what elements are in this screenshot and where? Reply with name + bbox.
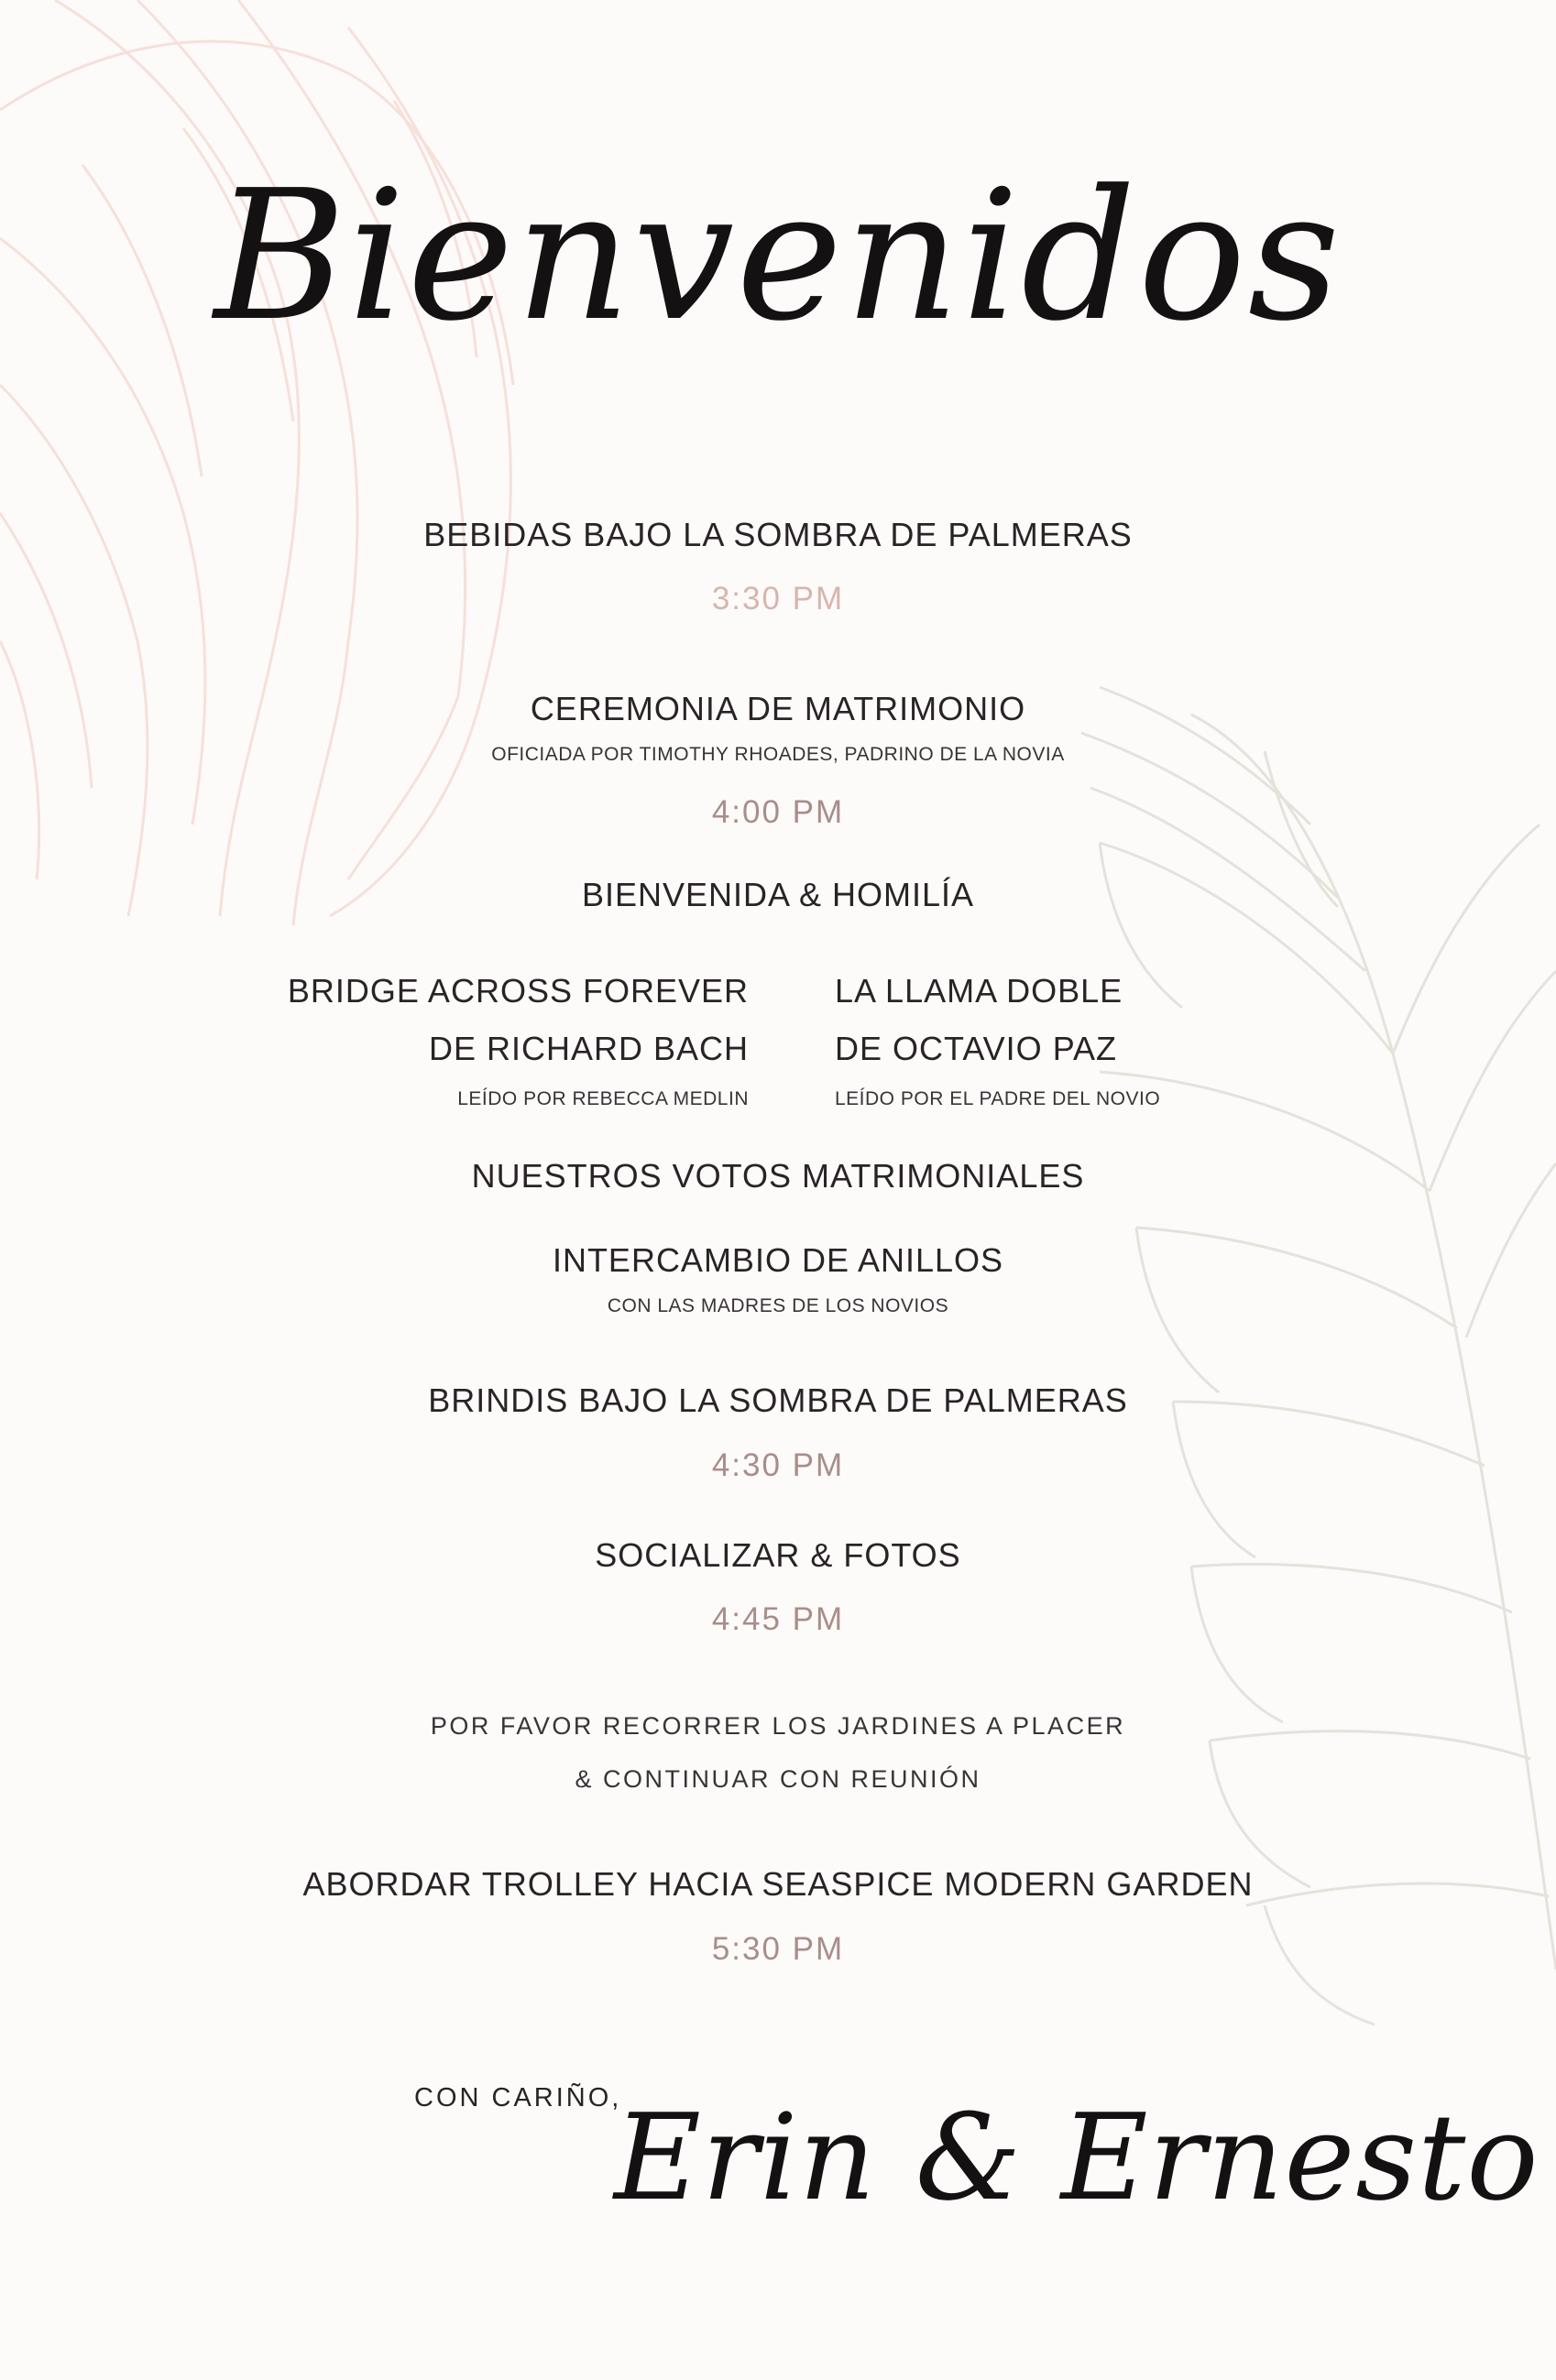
vows-label: NUESTROS VOTOS MATRIMONIALES <box>471 1157 1085 1195</box>
reading-2-reader: LEÍDO POR EL PADRE DEL NOVIO <box>835 1088 1161 1109</box>
ceremony-time: 4:00 PM <box>711 794 845 830</box>
trolley-time: 5:30 PM <box>711 1931 845 1967</box>
signoff: CON CARIÑO, <box>414 2083 622 2113</box>
rings-note: CON LAS MADRES DE LOS NOVIOS <box>607 1295 949 1316</box>
photos-time: 4:45 PM <box>711 1601 845 1637</box>
welcome-label: BIENVENIDA & HOMILÍA <box>581 876 975 913</box>
toast-label: BRINDIS BAJO LA SOMBRA DE PALMERAS <box>428 1381 1128 1419</box>
reading-2-author: DE OCTAVIO PAZ <box>835 1030 1118 1067</box>
couple-signature: Erin & Ernesto <box>614 2088 1540 2227</box>
reading-1-author: DE RICHARD BACH <box>428 1030 749 1067</box>
drinks-label: BEBIDAS BAJO LA SOMBRA DE PALMERAS <box>423 516 1133 553</box>
invitation-line-2: & CONTINUAR CON REUNIÓN <box>575 1765 981 1793</box>
reading-1-reader: LEÍDO POR REBECCA MEDLIN <box>457 1088 749 1109</box>
drinks-time: 3:30 PM <box>711 581 845 617</box>
rings-label: INTERCAMBIO DE ANILLOS <box>552 1241 1004 1279</box>
toast-time: 4:30 PM <box>711 1447 845 1483</box>
protea-flower-illustration <box>0 0 513 925</box>
ceremony-note: OFICIADA POR TIMOTHY RHOADES, PADRINO DE LA NOVIA <box>491 744 1065 765</box>
page-title: Bienvenidos <box>214 152 1342 361</box>
reading-2-title: LA LLAMA DOBLE <box>835 972 1123 1010</box>
ceremony-label: CEREMONIA DE MATRIMONIO <box>530 690 1026 727</box>
reading-1-title: BRIDGE ACROSS FOREVER <box>287 972 749 1010</box>
photos-label: SOCIALIZAR & FOTOS <box>595 1536 961 1574</box>
invitation-line-1: POR FAVOR RECORRER LOS JARDINES A PLACER <box>430 1712 1126 1740</box>
trolley-label: ABORDAR TROLLEY HACIA SEASPICE MODERN GARDEN <box>302 1865 1254 1903</box>
